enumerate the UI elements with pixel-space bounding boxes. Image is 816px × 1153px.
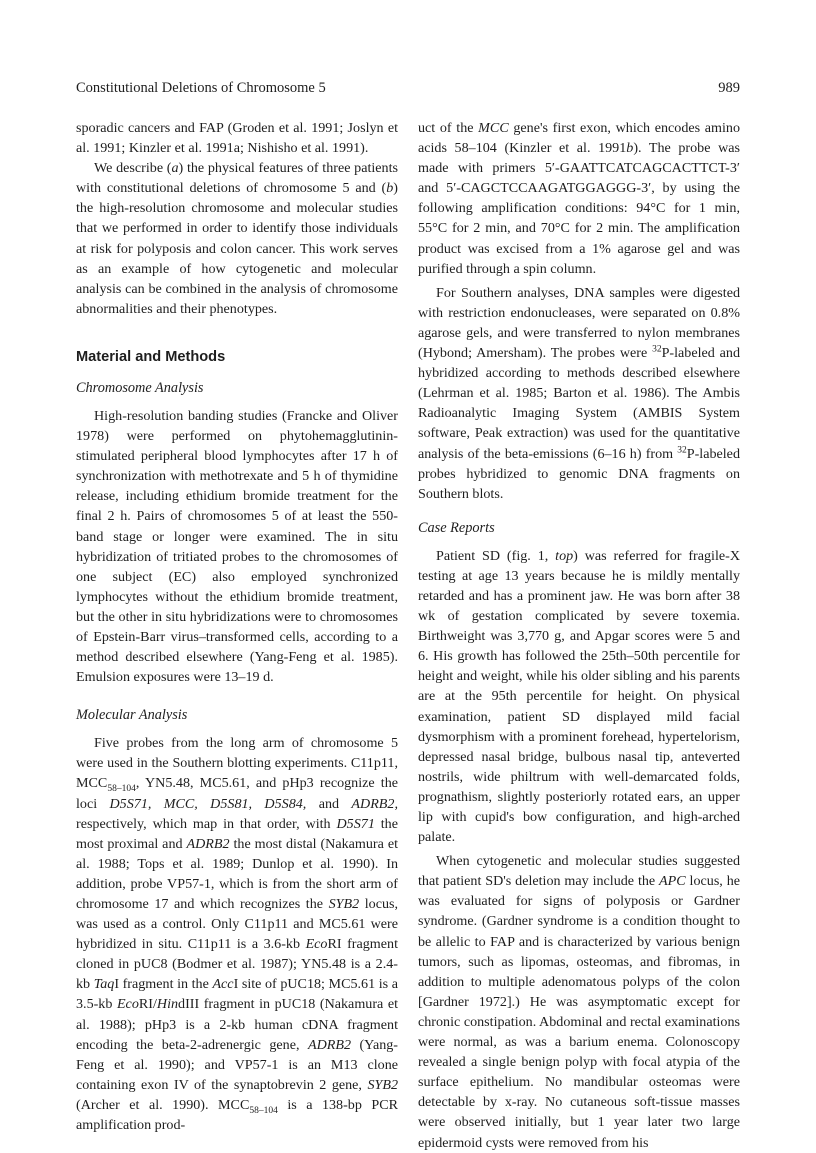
paragraph-mcc-probe: uct of the MCC gene's first exon, which encodes amino acids 58–104 (Kinzler et al. 1991b). The probe was made with primers 5′-GAATTCATCAGCACTTCT-3′ and 5′-CAGCTCCAAGATGGAGGG-3′, by using the following amplification conditions: 94°C for 1 min, 55°C for 2 min, and 70°C for 2 min. The amplification product was excised from a 1% agarose gel and was purified through a spin column. xyxy=(418,120,740,277)
paragraph-southern-analyses: For Southern analyses, DNA samples were digested with restriction endonucleases, were separated on 0.8% agarose gels, and were transferred to nylon membranes (Hybond; Amersham). The probes were $^{32}$P-labeled and hybridized according to methods described elsewhere (Lehrman et al. 1985; Barton et al. 1986). The Ambis Radioanalytic Imaging System (AMBIS System software, Peak extraction) was used for the quantitative analysis of the beta-emissions (6–16 h) from $^{32}$P-labeled probes hybridized to genomic DNA fragments on Southern blots. xyxy=(418,284,740,502)
page-number: 989 xyxy=(718,80,740,96)
paragraph-molecular-analysis: Five probes from the long arm of chromosome 5 were used in the Southern blotting experiments. C11p11, $MCC_{58-104}$, YN5.48, MC5.61, and pHp3 recognize the loci D5S71, MCC, D5S81, D5S84, and ADRB2, respectively, which map in that order, with D5S71 the most proximal and ADRB2 the most distal (Nakamura et al. 1988; Tops et al. 1989; Dunlop et al. 1990). In addition, probe VP57-1, which is from the short arm of chromosome 17 and which recognizes the SYB2 locus, was used as a control. Only C11p11 and MC5.61 were hybridized in situ. C11p11 is a 3.6-kb EcoRI fragment cloned in pUC8 (Bodmer et al. 1987); YN5.48 is a 2.4-kb TaqI fragment in the AccI site of pUC18; MC5.61 is a 3.5-kb EcoRI/HindIII fragment in pUC18 (Nakamura et al. 1988); pHp3 is a 2-kb human cDNA fragment encoding the beta-2-adrenergic gene, ADRB2 (Yang-Feng et al. 1990); and VP57-1 is an M13 clone containing exon IV of the synaptobrevin 2 gene, SYB2 (Archer et al. 1990). $MCC_{58-104}$ is a 138-bp PCR amplification prod- xyxy=(76,735,399,1134)
subsection-heading-chromosome-analysis: Chromosome Analysis xyxy=(76,379,204,396)
subsection-heading-case-reports: Case Reports xyxy=(418,519,495,536)
running-title: Constitutional Deletions of Chromosome 5 xyxy=(76,80,326,96)
subsection-heading-molecular-analysis: Molecular Analysis xyxy=(76,707,188,724)
section-heading-methods: Material and Methods xyxy=(76,348,226,365)
right-column xyxy=(418,118,740,1153)
paragraph-gardner-evaluation: When cytogenetic and molecular studies suggested that patient SD's deletion may include the APC locus, he was evaluated for signs of polyposis or Gardner syndrome. (Gardner syndrome is a condition thought to be allelic to FAP and is characterized by various benign tumors, such as lipomas, osteomas, and fibromas, in addition to multiple adenomatous polyps of the colon [Gardner 1972].) He was asymptomatic except for chronic constipation. Abdominal and rectal examinations were normal, as was a barium enema. Colonoscopy revealed a single benign polyp with focal atypia of the surface epithelium. No mandibular osteomas were detectable by x-ray. No cutaneous soft-tissue masses were observed initially, but 1 year later two large epidermoid cysts were removed from his xyxy=(418,853,741,1151)
paragraph-intro-continued: sporadic cancers and FAP (Groden et al. 1991; Joslyn et al. 1991; Kinzler et al. 1991a; Nishisho et al. 1991). xyxy=(76,120,398,157)
left-column xyxy=(76,118,398,1135)
paragraph-chromosome-analysis: High-resolution banding studies (Francke and Oliver 1978) were performed on phytohemagglutinin-stimulated peripheral blood lymphocytes after 17 h of synchronization with methotrexate and 5 h of thymidine release, including ethidium bromide treatment for the final 2 h. Pairs of chromosomes 5 of at least the 550-band stage or longer were examined. The in situ hybridization of tritiated probes to the chromosomes of one subject (EC) also employed synchronized lymphocytes without the ethidium bromide treatment, but the other in situ hybridizations were to chromosomes of Epstein-Barr virus–transformed cells, according to a method described elsewhere (Yang-Feng et al. 1985). Emulsion exposures were 13–19 d. xyxy=(76,407,398,686)
page-header xyxy=(76,80,740,100)
paragraph-patient-sd: Patient SD (fig. 1, top) was referred for fragile-X testing at age 13 years because he is mildly mentally retarded and has a prominent jaw. He was born after 38 wk of gestation complicated by severe toxemia. Birthweight was 3,770 g, and Apgar scores were 5 and 6. His growth has followed the 25th–50th percentile for height and weight, while his older sibling and his parents are at the 95th percentile for height. On physical examination, patient SD displayed mild facial dysmorphism with a prominent forehead, hypertelorism, depressed nasal bridge, bulbous nasal tip, anteverted nostrils, wide philtrum with well-demarcated folds, prognathism, slightly posteriorly rotated ears, an upper lip with cupid's bow configuration, and high-arched palate. xyxy=(418,547,740,846)
paragraph-we-describe: We describe (a) the physical features of three patients with constitutional deletions of chromosome 5 and (b) the high-resolution chromosome and molecular studies that we performed in order to identify those individuals at risk for polyposis and colon cancer. This work serves as an example of how cytogenetic and molecular analysis can be combined in the analysis of chromosome abnormalities and their phenotypes. xyxy=(76,160,399,317)
